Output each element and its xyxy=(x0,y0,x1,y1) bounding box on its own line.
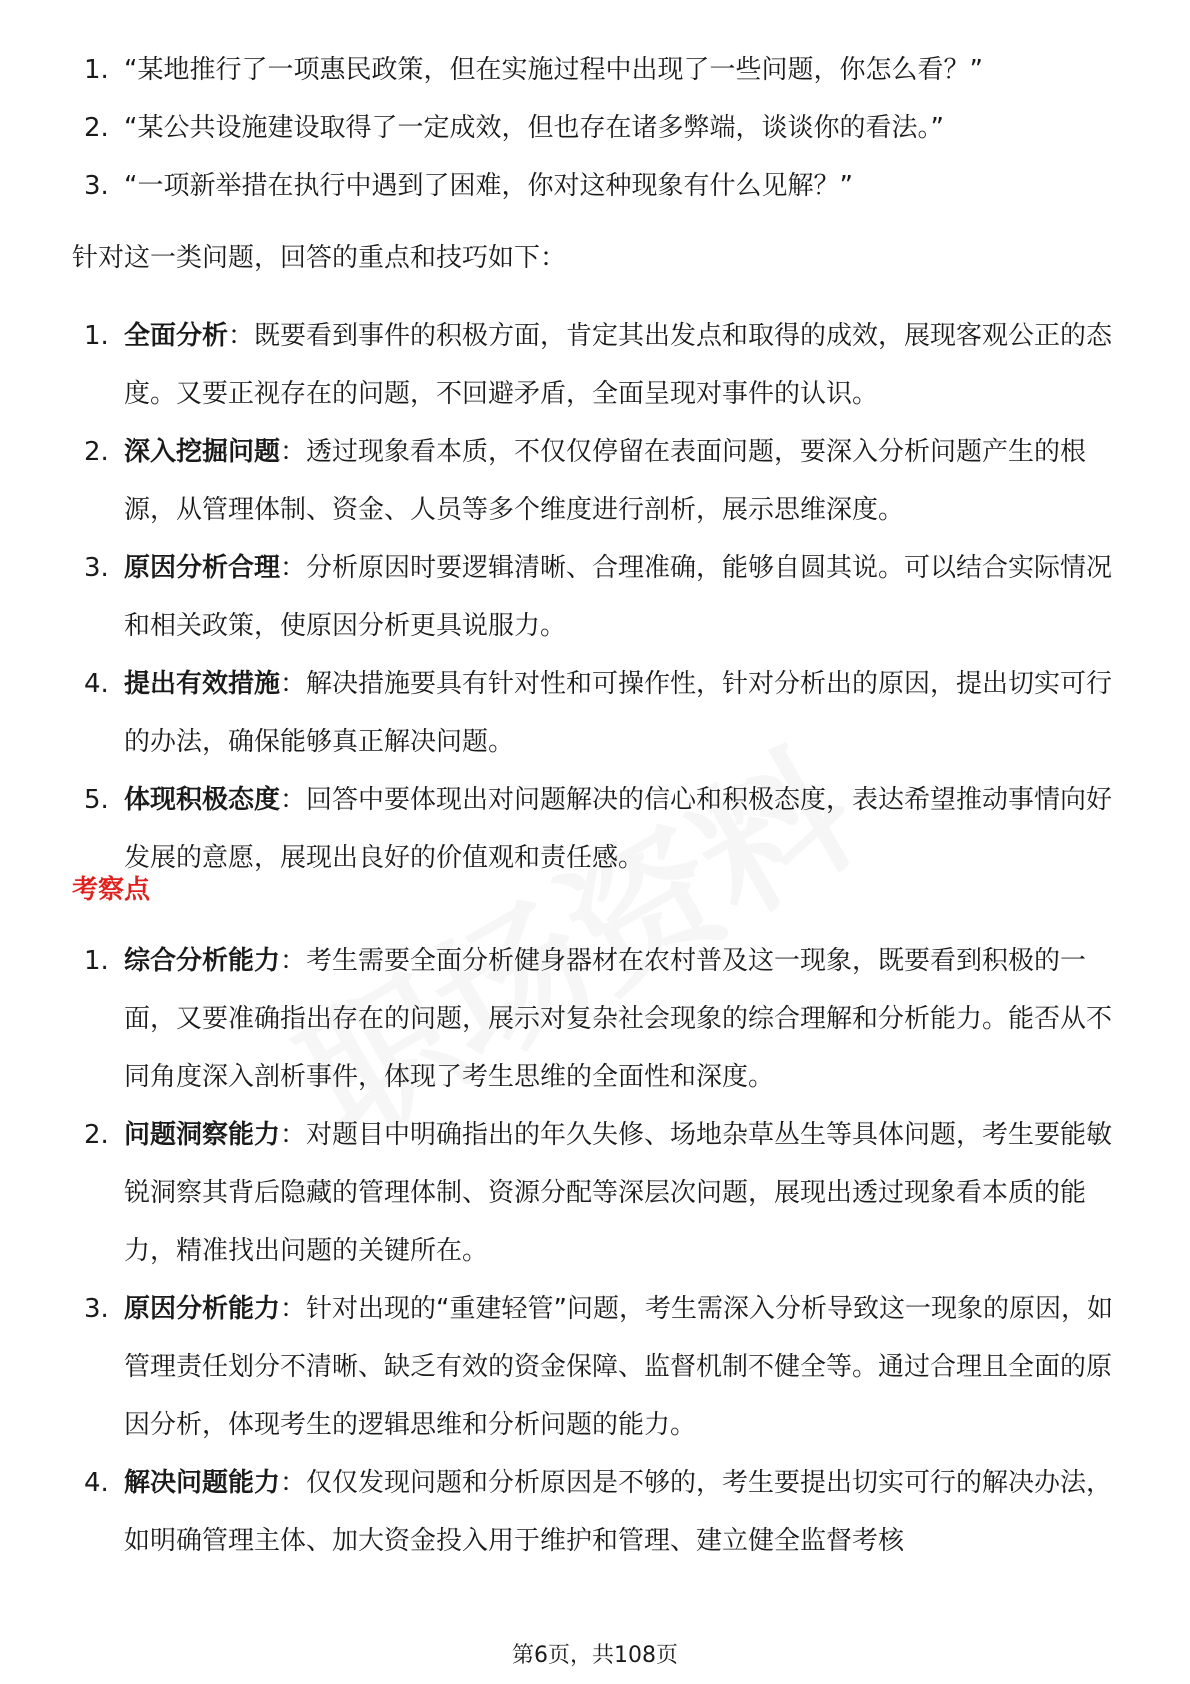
assessment-points-list xyxy=(84,932,1114,1570)
item-term: 全面分析 xyxy=(124,321,229,351)
item-text: ：对题目中明确指出的年久失修、场地杂草丛生等具体问题，考生要能敏锐洞察其背后隐藏的管理体制、资源分配等深层次问题，展现出透过现象看本质的能力，精准找出问题的关键所在。 xyxy=(124,1120,1113,1266)
list-item xyxy=(84,157,1114,215)
item-text: ：既要看到事件的积极方面，肯定其出发点和取得的成效，展现客观公正的态度。又要正视存在的问题，不回避矛盾，全面呈现对事件的认识。 xyxy=(124,321,1113,409)
list-item xyxy=(84,655,1114,771)
item-text: ：透过现象看本质，不仅仅停留在表面问题，要深入分析问题产生的根源，从管理体制、资金、人员等多个维度进行剖析，展示思维深度。 xyxy=(124,437,1087,525)
item-number: 4. xyxy=(84,669,109,699)
item-number: 3. xyxy=(84,171,109,201)
item-number: 2. xyxy=(84,437,109,467)
list-item xyxy=(84,423,1114,539)
item-term: 问题洞察能力 xyxy=(124,1120,281,1150)
tips-intro: 针对这一类问题，回答的重点和技巧如下： xyxy=(72,243,567,273)
item-text: ：考生需要全面分析健身器材在农村普及这一现象，既要看到积极的一面，又要准确指出存在的问题，展示对复杂社会现象的综合理解和分析能力。能否从不同角度深入剖析事件，体现了考生思维的全面性和深度。 xyxy=(124,946,1113,1092)
item-text: ：仅仅发现问题和分析原因是不够的，考生要提出切实可行的解决办法，如明确管理主体、加大资金投入用于维护和管理、建立健全监督考核 xyxy=(124,1468,1113,1556)
example-questions-list xyxy=(84,41,1114,215)
list-item xyxy=(84,99,1114,157)
list-item xyxy=(84,41,1114,99)
item-number: 4. xyxy=(84,1468,109,1498)
item-term: 体现积极态度 xyxy=(124,785,281,815)
item-text: ：解决措施要具有针对性和可操作性，针对分析出的原因，提出切实可行的办法，确保能够真正解决问题。 xyxy=(124,669,1113,757)
list-item xyxy=(84,307,1114,423)
item-number: 3. xyxy=(84,553,109,583)
item-number: 1. xyxy=(84,55,109,85)
list-item xyxy=(84,1280,1114,1454)
section-title: 考察点 xyxy=(72,875,151,905)
item-number: 2. xyxy=(84,1120,109,1150)
page-footer: 第6页，共108页 xyxy=(512,1643,678,1668)
item-text: “某地推行了一项惠民政策，但在实施过程中出现了一些问题，你怎么看？” xyxy=(124,55,983,85)
list-item xyxy=(84,1106,1114,1280)
tips-list xyxy=(84,307,1114,887)
list-item xyxy=(84,1454,1114,1570)
list-item xyxy=(84,539,1114,655)
item-term: 提出有效措施 xyxy=(124,669,281,699)
item-term: 综合分析能力 xyxy=(124,946,281,976)
item-term: 解决问题能力 xyxy=(124,1468,281,1498)
list-item xyxy=(84,771,1114,887)
item-term: 原因分析能力 xyxy=(124,1294,281,1324)
item-term: 深入挖掘问题 xyxy=(124,437,281,467)
item-text: ：针对出现的“重建轻管”问题，考生需深入分析导致这一现象的原因，如管理责任划分不清晰、缺乏有效的资金保障、监督机制不健全等。通过合理且全面的原因分析，体现考生的逻辑思维和分析问题的能力。 xyxy=(124,1294,1113,1440)
item-text: ：分析原因时要逻辑清晰、合理准确，能够自圆其说。可以结合实际情况和相关政策，使原因分析更具说服力。 xyxy=(124,553,1113,641)
item-number: 1. xyxy=(84,946,109,976)
item-number: 1. xyxy=(84,321,109,351)
list-item xyxy=(84,932,1114,1106)
item-number: 3. xyxy=(84,1294,109,1324)
item-text: “一项新举措在执行中遇到了困难，你对这种现象有什么见解？” xyxy=(124,171,853,201)
item-text: “某公共设施建设取得了一定成效，但也存在诸多弊端，谈谈你的看法。” xyxy=(124,113,944,143)
item-text: ：回答中要体现出对问题解决的信心和积极态度，表达希望推动事情向好发展的意愿，展现出良好的价值观和责任感。 xyxy=(124,785,1113,873)
item-term: 原因分析合理 xyxy=(124,553,281,583)
item-number: 5. xyxy=(84,785,109,815)
item-number: 2. xyxy=(84,113,109,143)
